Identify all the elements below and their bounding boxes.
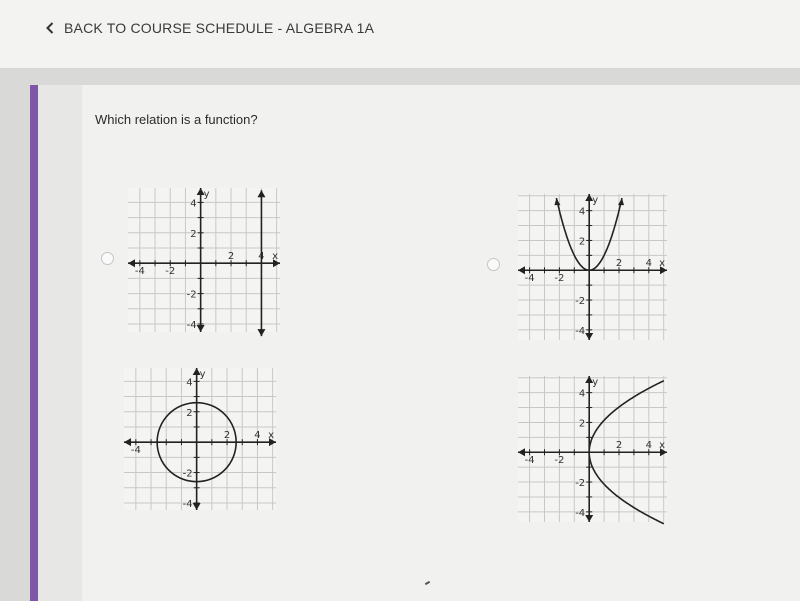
x-tick-label: 4 — [254, 430, 261, 442]
y-tick-label: 2 — [186, 407, 193, 419]
option-a-radio[interactable] — [101, 252, 114, 265]
line-arrow-down — [257, 329, 265, 336]
x-tick-label: 2 — [615, 440, 623, 452]
y-tick-label: 4 — [578, 388, 586, 400]
x-axis-label: x — [659, 440, 665, 452]
y-tick-label: -2 — [182, 468, 193, 480]
chevron-left-icon — [46, 22, 54, 34]
y-tick-label: 2 — [190, 228, 197, 240]
x-tick-label: 2 — [223, 430, 231, 442]
x-tick-label: -2 — [165, 266, 176, 278]
y-tick-label: -2 — [186, 289, 197, 301]
x-tick-label: -4 — [524, 273, 535, 285]
x-tick-label: -4 — [134, 266, 145, 278]
x-tick-label: 4 — [645, 440, 652, 452]
grid-background — [124, 368, 276, 510]
back-link-label: BACK TO COURSE SCHEDULE - ALGEBRA 1A — [64, 20, 375, 36]
y-tick-label: 4 — [190, 198, 197, 210]
graph-option-d — [510, 368, 675, 530]
x-tick-label: -4 — [524, 455, 535, 467]
y-axis-label: y — [199, 369, 206, 380]
x-tick-label: 4 — [258, 251, 265, 263]
y-axis-label: y — [203, 189, 210, 200]
graph-option-c — [116, 360, 284, 518]
accent-bar — [30, 85, 38, 601]
x-tick-label: -2 — [554, 273, 565, 285]
question-gutter — [38, 85, 82, 601]
y-tick-label: 2 — [578, 236, 586, 248]
x-tick-label: -2 — [554, 455, 565, 467]
x-tick-label: 2 — [227, 251, 235, 263]
y-tick-label: 4 — [578, 206, 586, 218]
y-axis-label: y — [592, 377, 599, 388]
x-tick-label: 2 — [615, 258, 623, 270]
top-bar — [0, 0, 800, 69]
graph-option-a — [120, 180, 288, 340]
x-axis-label: x — [272, 251, 278, 263]
y-tick-label: -4 — [186, 320, 197, 331]
grid-background — [128, 188, 280, 332]
back-to-course-link[interactable] — [46, 20, 374, 36]
y-tick-label: 4 — [186, 377, 193, 389]
question-card — [30, 85, 800, 601]
option-b-radio[interactable] — [487, 258, 500, 271]
y-tick-label: -4 — [575, 325, 586, 337]
y-tick-label: -4 — [182, 498, 193, 510]
y-tick-label: -4 — [575, 507, 586, 519]
question-text: Which relation is a function? — [95, 112, 258, 127]
x-tick-label: 4 — [645, 258, 652, 270]
x-axis-label: x — [659, 258, 665, 270]
y-axis-label: y — [592, 195, 599, 206]
x-tick-label: -4 — [130, 445, 141, 457]
y-tick-label: 2 — [578, 418, 586, 430]
x-axis-label: x — [268, 430, 274, 442]
graph-option-b — [510, 186, 675, 348]
y-tick-label: -2 — [575, 296, 586, 308]
y-tick-label: -2 — [575, 478, 586, 490]
